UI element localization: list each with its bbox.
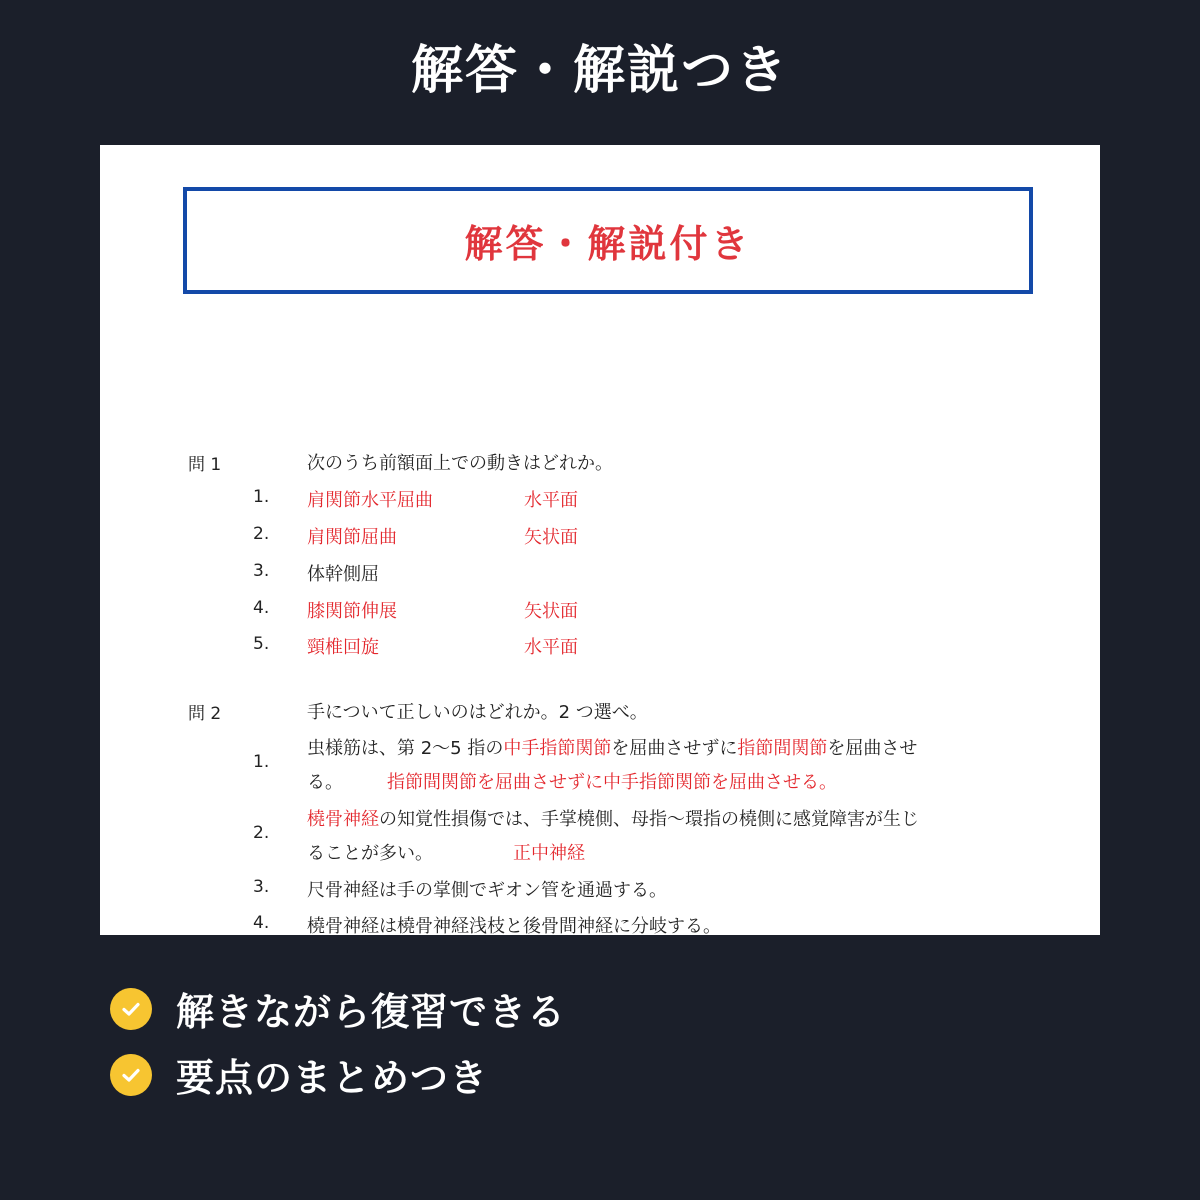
q2-text: 手について正しいのはどれか。2 つ選べ。	[307, 702, 648, 723]
feature-item	[110, 1047, 488, 1102]
hero-title: 解答・解説つき	[410, 41, 789, 101]
q1-option-note: 水平面	[524, 637, 578, 658]
q1-option-text: 体幹側屈	[307, 564, 379, 585]
feature-label: 解きながら復習できる	[176, 990, 567, 1034]
feature-item	[110, 981, 566, 1036]
check-icon	[110, 1054, 152, 1096]
q2-option-num: 2.	[253, 823, 270, 843]
q2-option-num: 1.	[253, 752, 270, 772]
check-icon	[110, 988, 152, 1030]
document-preview	[100, 145, 1100, 935]
q1-option-text: 頸椎回旋	[307, 637, 379, 658]
document-header-title: 解答・解説付き	[464, 222, 752, 266]
q2-option-num: 3.	[253, 877, 270, 897]
q1-option-text: 膝関節伸展	[307, 601, 397, 622]
q1-option-note: 矢状面	[524, 527, 578, 548]
q2-option1-line2: る。 指節間関節を屈曲させずに中手指節関節を屈曲させる。	[307, 772, 837, 793]
q2-option2-line1: 橈骨神経の知覚性損傷では、手掌橈側、母指〜環指の橈側に感覚障害が生じ	[307, 809, 919, 830]
q1-option-note: 水平面	[524, 490, 578, 511]
q2-option-num: 4.	[253, 913, 270, 933]
q1-option-num: 2.	[253, 524, 270, 544]
feature-label: 要点のまとめつき	[176, 1056, 489, 1100]
q1-option-num: 1.	[253, 487, 270, 507]
q1-option-text: 肩関節水平屈曲	[307, 490, 433, 511]
q1-option-note: 矢状面	[524, 601, 578, 622]
q1-text: 次のうち前額面上での動きはどれか。	[307, 453, 613, 474]
q1-option-num: 4.	[253, 598, 270, 618]
q2-option1-line1: 虫様筋は、第 2〜5 指の中手指節関節を屈曲させずに指節間関節を屈曲させ	[307, 738, 918, 759]
q1-label: 問 1	[188, 455, 222, 475]
q2-option2-line2: ることが多い。 正中神経	[307, 843, 585, 864]
q1-option-text: 肩関節屈曲	[307, 527, 397, 548]
q1-option-num: 5.	[253, 634, 270, 654]
q1-option-num: 3.	[253, 561, 270, 581]
q2-option-text: 尺骨神経は手の掌側でギオン管を通過する。	[307, 880, 667, 901]
q2-option-text: 橈骨神経は橈骨神経浅枝と後骨間神経に分岐する。	[307, 916, 721, 935]
q2-label: 問 2	[188, 704, 222, 724]
document-header-box	[183, 187, 1033, 294]
